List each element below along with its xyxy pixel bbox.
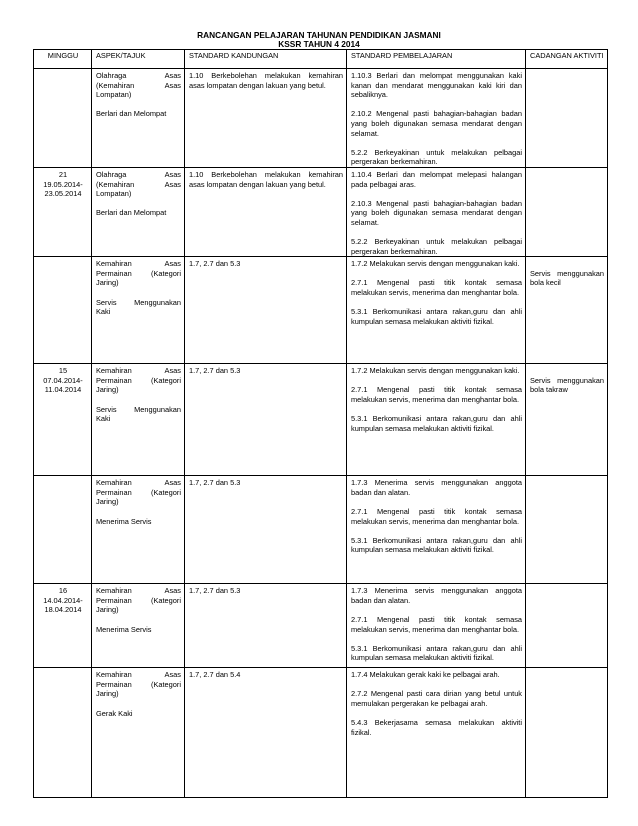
learning-standard-item: 2.7.1 Mengenal pasti titik kontak semasa melakukan servis, menerima dan menghantar bola. (351, 278, 522, 298)
cadangan-aktiviti-text: Servis menggunakan bola kecil (530, 268, 604, 288)
learning-standard-item: 5.3.1 Berkomunikasi antara rakan,guru dan ahli kumpulan semasa melakukan aktiviti fizikal. (351, 535, 522, 555)
standard-kandungan-text: 1.7, 2.7 dan 5.3 (189, 366, 241, 376)
week-date-end: 11.04.2014 (44, 385, 82, 395)
standard-pembelajaran-cell (347, 364, 526, 476)
column-header-minggu: MINGGU (34, 50, 92, 69)
standard-kandungan-text: 1.7, 2.7 dan 5.3 (189, 478, 241, 488)
learning-standard-item: 1.10.4 Berlari dan melompat melepasi halangan pada pelbagai aras. (351, 169, 522, 189)
standard-kandungan-text: 1.7, 2.7 dan 5.4 (189, 670, 241, 680)
learning-standard-item: 5.3.1 Berkomunikasi antara rakan,guru dan ahli kumpulan semasa melakukan aktiviti fizikal. (351, 307, 522, 326)
aspek-subtopic: Servis Menggunakan Kaki (96, 297, 181, 317)
learning-standard-item: 2.7.1 Mengenal pasti titik kontak semasa melakukan servis, menerima dan menghantar bola. (351, 615, 522, 634)
aspek-cell (92, 257, 185, 364)
cadangan-aktiviti-cell (526, 69, 608, 168)
standard-kandungan-cell (185, 257, 347, 364)
week-date-start: 07.04.2014- (43, 375, 83, 385)
learning-standard-item: 5.2.2 Berkeyakinan untuk melakukan pelbagai pergerakan berkemahiran. (351, 237, 522, 256)
standard-kandungan-text: 1.10 Berkebolehan melakukan kemahiran asas lompatan dengan lakuan yang betul. (189, 169, 343, 189)
aspek-subtopic: Berlari dan Melompat (96, 109, 167, 119)
learning-standard-item: 1.7.2 Melakukan servis dengan menggunakan kaki. (351, 366, 520, 376)
learning-standard-item: 1.10.3 Berlari dan melompat menggunakan kaki kanan dan mendarat menggunakan kaki kiri dan sebaliknya. (351, 71, 522, 100)
standard-kandungan-cell (185, 668, 347, 798)
aspek-subtopic: Menerima Servis (96, 624, 152, 634)
aspek-title: Olahraga Asas (Kemahiran Asas Lompatan) (96, 169, 181, 199)
standard-kandungan-cell (185, 364, 347, 476)
learning-standard-item: 1.7.3 Menerima servis menggunakan anggota badan dan alatan. (351, 586, 522, 605)
week-number: 15 (58, 366, 68, 376)
table-row (34, 476, 608, 584)
week-date-start: 19.05.2014- (43, 179, 83, 189)
lesson-plan-table (33, 49, 608, 798)
learning-standard-item: 5.2.2 Berkeyakinan untuk melakukan pelbagai pergerakan berkemahiran. (351, 147, 522, 167)
learning-standard-item: 5.3.1 Berkomunikasi antara rakan,guru dan ahli kumpulan semasa melakukan aktiviti fizikal. (351, 643, 522, 663)
aspek-cell (92, 476, 185, 584)
cadangan-aktiviti-text: Servis menggunakan bola takraw (530, 375, 604, 395)
aspek-title: Kemahiran Asas Permainan (Kategori Jaring) (96, 670, 181, 699)
standard-kandungan-cell (185, 476, 347, 584)
learning-standard-item: 5.3.1 Berkomunikasi antara rakan,guru dan ahli kumpulan semasa melakukan aktiviti fizikal. (351, 414, 522, 433)
week-cell (34, 167, 92, 256)
cadangan-aktiviti-cell (526, 584, 608, 668)
week-cell (34, 668, 92, 798)
aspek-cell (92, 668, 185, 798)
learning-standard-item: 2.7.1 Mengenal pasti titik kontak semasa melakukan servis, menerima dan menghantar bola. (351, 507, 522, 526)
standard-pembelajaran-cell (347, 69, 526, 168)
table-header-row (34, 50, 608, 69)
standard-pembelajaran-cell (347, 668, 526, 798)
learning-standard-item: 2.10.2 Mengenal pasti bahagian-bahagian badan yang boleh digunakan semasa mendarat dengan selamat. (351, 109, 522, 138)
standard-kandungan-cell (185, 167, 347, 256)
aspek-cell (92, 584, 185, 668)
week-cell (34, 257, 92, 364)
document-title: RANCANGAN PELAJARAN TAHUNAN PENDIDIKAN JASMANI (197, 30, 441, 40)
table-row (34, 668, 608, 798)
aspek-title: Kemahiran Asas Permainan (Kategori Jaring) (96, 366, 181, 395)
week-number: 21 (58, 169, 68, 179)
column-header-standard-pembelajaran: STANDARD PEMBELAJARAN (347, 50, 526, 69)
learning-standard-item: 1.7.2 Melakukan servis dengan menggunakan kaki. (351, 259, 520, 269)
week-cell (34, 584, 92, 668)
column-header-cadangan-aktiviti: CADANGAN AKTIVITI (526, 50, 608, 69)
standard-pembelajaran-cell (347, 167, 526, 256)
learning-standard-item: 2.7.2 Mengenal pasti cara dirian yang betul untuk memulakan pergerakan ke pelbagai arah. (351, 689, 522, 709)
standard-kandungan-text: 1.7, 2.7 dan 5.3 (189, 586, 241, 596)
aspek-title: Kemahiran Asas Permainan (Kategori Jaring) (96, 478, 181, 507)
week-date-start: 14.04.2014- (43, 595, 83, 605)
week-cell (34, 69, 92, 168)
aspek-title: Kemahiran Asas Permainan (Kategori Jaring) (96, 586, 181, 615)
cadangan-aktiviti-cell (526, 668, 608, 798)
aspek-subtopic: Menerima Servis (96, 516, 152, 526)
standard-kandungan-cell (185, 69, 347, 168)
learning-standard-item: 5.4.3 Bekerjasama semasa melakukan aktiviti fizikal. (351, 718, 522, 737)
table-row (34, 69, 608, 168)
week-number: 16 (58, 586, 68, 596)
table-row (34, 257, 608, 364)
aspek-cell (92, 364, 185, 476)
cadangan-aktiviti-cell (526, 364, 608, 476)
standard-pembelajaran-cell (347, 476, 526, 584)
aspek-title: Kemahiran Asas Permainan (Kategori Jaring) (96, 259, 181, 288)
week-cell (34, 364, 92, 476)
aspek-subtopic: Berlari dan Melompat (96, 208, 167, 218)
standard-kandungan-text: 1.7, 2.7 dan 5.3 (189, 259, 241, 269)
learning-standard-item: 1.7.4 Melakukan gerak kaki ke pelbagai arah. (351, 670, 500, 680)
week-date-end: 23.05.2014 (44, 189, 82, 199)
learning-standard-item: 2.10.3 Mengenal pasti bahagian-bahagian badan yang boleh digunakan semasa mendarat dengan selamat. (351, 198, 522, 227)
aspek-cell (92, 69, 185, 168)
aspek-title: Olahraga Asas (Kemahiran Asas Lompatan) (96, 71, 181, 100)
cadangan-aktiviti-cell (526, 257, 608, 364)
aspek-subtopic: Gerak Kaki (96, 708, 133, 718)
standard-kandungan-cell (185, 584, 347, 668)
week-cell (34, 476, 92, 584)
table-row (34, 167, 608, 256)
column-header-aspek: ASPEK/TAJUK (92, 50, 185, 69)
document-subtitle: KSSR TAHUN 4 2014 (278, 39, 360, 49)
aspek-subtopic: Servis Menggunakan Kaki (96, 404, 181, 424)
learning-standard-item: 2.7.1 Mengenal pasti titik kontak semasa melakukan servis, menerima dan menghantar bola. (351, 385, 522, 405)
learning-standard-item: 1.7.3 Menerima servis menggunakan anggota badan dan alatan. (351, 478, 522, 497)
standard-pembelajaran-cell (347, 584, 526, 668)
table-row (34, 584, 608, 668)
aspek-cell (92, 167, 185, 256)
week-date-end: 18.04.2014 (44, 605, 82, 615)
standard-pembelajaran-cell (347, 257, 526, 364)
table-row (34, 364, 608, 476)
standard-kandungan-text: 1.10 Berkebolehan melakukan kemahiran asas lompatan dengan lakuan yang betul. (189, 71, 343, 90)
cadangan-aktiviti-cell (526, 476, 608, 584)
column-header-standard-kandungan: STANDARD KANDUNGAN (185, 50, 347, 69)
cadangan-aktiviti-cell (526, 167, 608, 256)
